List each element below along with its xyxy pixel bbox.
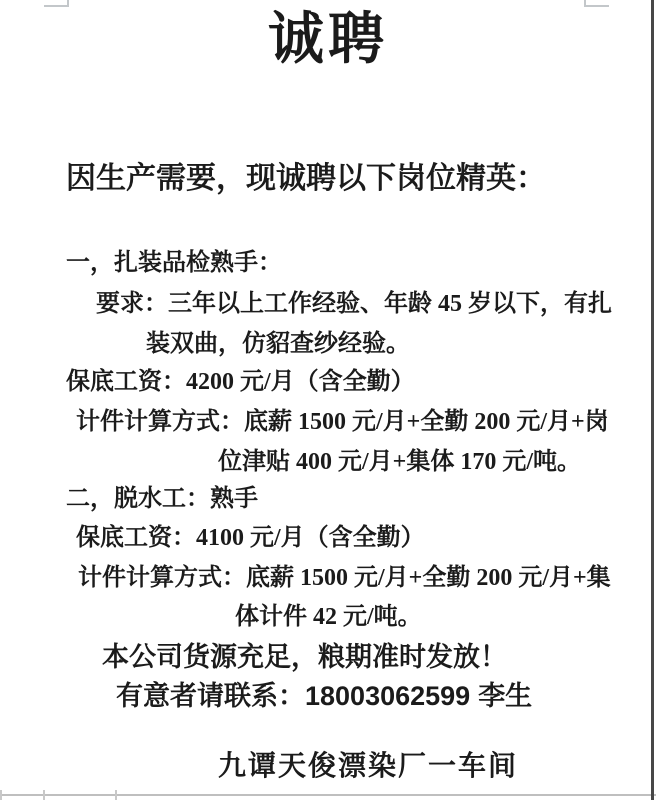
job1-requirement-line1: 要求：三年以上工作经验、年龄 45 岁以下，有扎 [96, 291, 612, 317]
phone-number: 18003062599 [305, 681, 471, 711]
supply-promise-line: 本公司货源充足，粮期准时发放！ [102, 642, 507, 672]
job2-piece-rate-line1: 计件计算方式：底薪 1500 元/月+全勤 200 元/月+集 [78, 565, 611, 591]
contact-label: 有意者请联系： [116, 681, 305, 711]
job1-requirement-line2: 装双曲，仿貂查纱经验。 [146, 331, 410, 357]
contact-person-name: 李生 [478, 681, 533, 711]
bottom-table-tick [115, 790, 117, 800]
job1-piece-rate-line1: 计件计算方式：底薪 1500 元/月+全勤 200 元/月+岗 [76, 409, 609, 435]
factory-signature: 九谭天俊漂染厂一车间 [218, 751, 519, 782]
crop-mark-top-left-vertical [67, 0, 69, 7]
job2-heading: 二，脱水工：熟手 [66, 486, 258, 512]
job1-heading: 一，扎装品检熟手： [66, 250, 282, 276]
bottom-table-tick [43, 790, 45, 800]
bottom-table-line [0, 794, 656, 796]
crop-mark-top-left-horizontal [44, 5, 69, 7]
crop-mark-top-right-horizontal [584, 5, 609, 7]
bottom-table-tick [0, 790, 2, 800]
crop-mark-top-right-vertical [584, 0, 586, 7]
page-edge-line [651, 0, 654, 800]
notice-title: 诚聘 [268, 9, 388, 71]
intro-line: 因生产需要，现诚聘以下岗位精英： [66, 162, 546, 195]
job1-piece-rate-line2: 位津贴 400 元/月+集体 170 元/吨。 [218, 449, 582, 475]
job2-base-salary: 保底工资：4100 元/月（含全勤） [76, 525, 425, 551]
job1-base-salary: 保底工资：4200 元/月（含全勤） [66, 369, 415, 395]
job2-piece-rate-line2: 体计件 42 元/吨。 [235, 604, 422, 630]
contact-line [116, 682, 532, 712]
